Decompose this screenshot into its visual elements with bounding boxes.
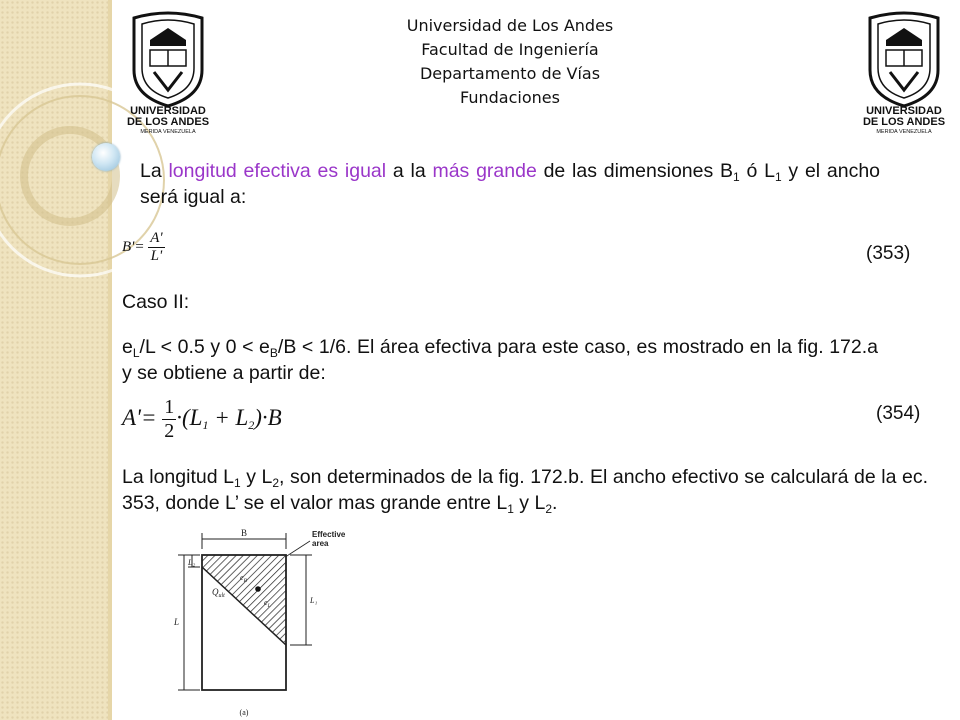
- label-effective: Effective: [312, 530, 346, 539]
- header-faculty: Facultad de Ingeniería: [421, 40, 599, 59]
- university-logo-right: [856, 10, 952, 136]
- svg-text:DE LOS ANDES: DE LOS ANDES: [862, 116, 946, 128]
- figure-172a-effective-area: [160, 525, 390, 720]
- label-b: B: [240, 528, 248, 538]
- university-logo-left: [120, 10, 216, 136]
- equation-number-354: (354): [876, 403, 921, 424]
- equation-353: B'= $\frac{A'}{L'}$: [122, 230, 163, 264]
- label-area: area: [312, 539, 329, 548]
- label-l1: L₁: [310, 596, 318, 605]
- label-l: L: [174, 617, 180, 627]
- paragraph-effective-length: La longitud efectiva es igual a la más grande de las dimensiones $B_1$ ó $L_1$ y el ancho será igual a:: [140, 160, 881, 208]
- decorative-side-edge: [108, 0, 112, 720]
- label-el: $e_L$: [264, 598, 271, 609]
- section-heading-caso-ii: Caso II:: [122, 291, 190, 313]
- label-l2: L₂: [188, 558, 196, 567]
- header-university: Universidad de Los Andes: [406, 16, 614, 35]
- paragraph-length-determination: La longitud $L_1$ y $L_2$, son determinados de la fig. 172.b. El ancho efectivo se calculará de la ec. 353, donde L’ se el valor mas grande entre $L_1$ y $L_2$.: [122, 466, 929, 516]
- highlight-largest: más grande: [432, 160, 537, 182]
- figure-caption: (a): [239, 708, 249, 717]
- decorative-side-strip: [0, 0, 112, 720]
- label-eb: $e_B$: [240, 573, 247, 584]
- svg-text:UNIVERSIDAD: UNIVERSIDAD: [130, 105, 206, 117]
- page-header: [340, 14, 680, 110]
- svg-text:MERIDA VENEZUELA: MERIDA VENEZUELA: [140, 129, 196, 135]
- equation-number-353: (353): [866, 243, 911, 264]
- svg-text:UNIVERSIDAD: UNIVERSIDAD: [866, 105, 942, 117]
- highlight-effective-length: longitud efectiva es igual: [168, 160, 387, 182]
- svg-text:DE LOS ANDES: DE LOS ANDES: [126, 116, 210, 128]
- bullet-dot: [92, 143, 120, 171]
- equation-354: A'= $\frac{1}{2}$ $\cdot(L_1 + L_2)\cdot B$: [122, 396, 282, 442]
- load-point: [255, 586, 261, 592]
- header-department: Departamento de Vías: [419, 64, 601, 83]
- paragraph-case-condition: $e_L/L < 0.5$ y $0 < e_B/B < 1/6$. El área efectiva para este caso, es mostrado en la fig. 172.a y se obtiene a partir de:: [122, 336, 878, 384]
- header-subject: Fundaciones: [460, 88, 560, 107]
- svg-text:MERIDA VENEZUELA: MERIDA VENEZUELA: [876, 129, 932, 135]
- label-load: $Q_{ult}$: [212, 587, 225, 599]
